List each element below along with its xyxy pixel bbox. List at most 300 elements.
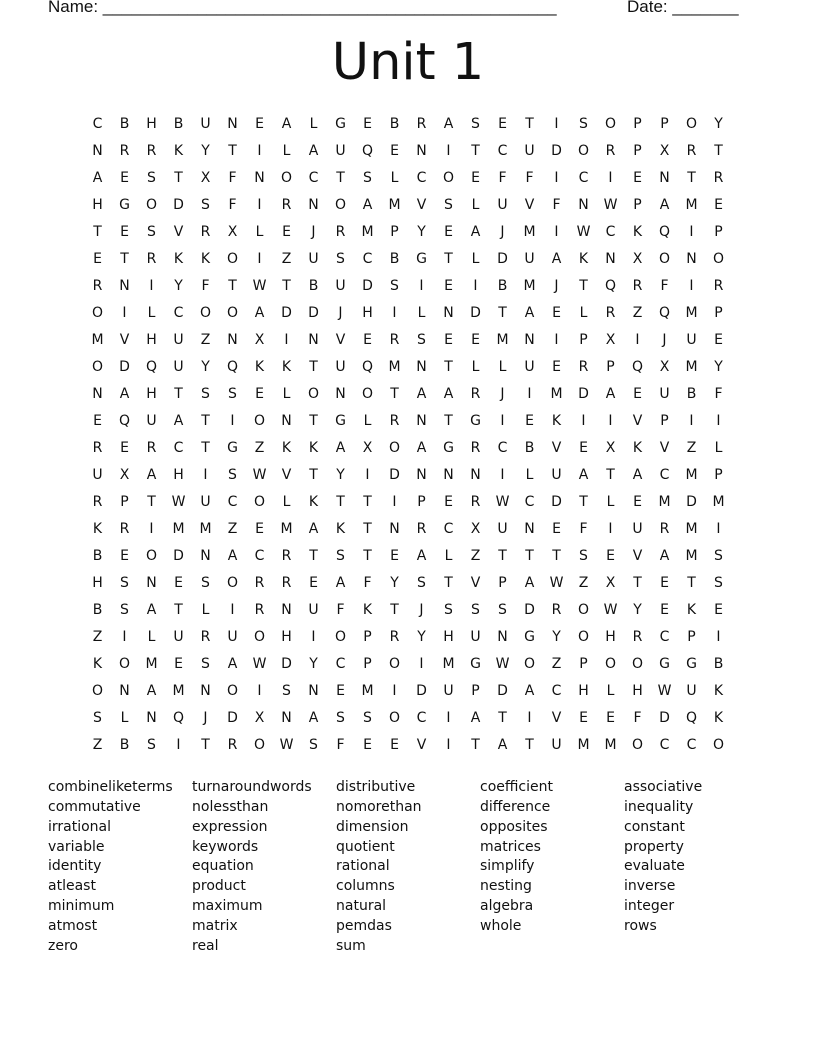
- grid-letter: R: [254, 602, 265, 618]
- grid-letter: P: [363, 656, 372, 672]
- grid-letter: L: [309, 116, 318, 132]
- grid-letter: R: [713, 278, 724, 294]
- grid-letter: T: [390, 602, 399, 618]
- grid-letter: A: [335, 575, 346, 591]
- grid-letter: R: [632, 278, 643, 294]
- grid-letter: C: [497, 143, 508, 159]
- grid-letter: D: [524, 602, 535, 618]
- grid-letter: V: [632, 413, 643, 429]
- grid-letter: Z: [92, 737, 103, 753]
- grid-letter: A: [308, 710, 319, 726]
- grid-letter: H: [281, 629, 292, 645]
- grid-letter: N: [308, 197, 319, 213]
- grid-letter: I: [230, 602, 235, 618]
- grid-letter: L: [363, 413, 372, 429]
- grid-letter: Y: [552, 629, 561, 645]
- word-bank-item: minimum: [48, 898, 115, 915]
- grid-letter: E: [444, 224, 453, 240]
- grid-letter: C: [443, 521, 454, 537]
- grid-letter: L: [498, 359, 507, 375]
- grid-letter: E: [552, 521, 561, 537]
- grid-letter: R: [146, 440, 157, 456]
- grid-letter: C: [92, 116, 103, 132]
- grid-letter: Y: [201, 359, 210, 375]
- grid-letter: L: [390, 170, 399, 186]
- grid-letter: L: [471, 251, 480, 267]
- grid-letter: R: [200, 224, 211, 240]
- grid-letter: E: [309, 575, 318, 591]
- grid-letter: J: [419, 602, 424, 618]
- grid-letter: I: [716, 521, 721, 537]
- grid-letter: P: [363, 629, 372, 645]
- grid-letter: X: [605, 575, 616, 591]
- grid-letter: E: [282, 224, 291, 240]
- grid-letter: F: [660, 278, 669, 294]
- grid-letter: N: [308, 683, 319, 699]
- grid-letter: N: [416, 143, 427, 159]
- word-bank-item: variable: [48, 838, 105, 855]
- grid-letter: K: [200, 251, 211, 267]
- grid-letter: F: [714, 386, 723, 402]
- grid-letter: S: [120, 575, 129, 591]
- grid-letter: T: [444, 575, 453, 591]
- grid-letter: R: [551, 602, 562, 618]
- grid-letter: U: [470, 629, 481, 645]
- date-field-line: Date: _______: [627, 0, 739, 16]
- grid-letter: C: [578, 170, 589, 186]
- grid-letter: O: [577, 629, 590, 645]
- grid-letter: E: [174, 656, 183, 672]
- grid-letter: A: [281, 116, 292, 132]
- grid-letter: Z: [632, 305, 643, 321]
- grid-letter: U: [173, 332, 184, 348]
- grid-letter: E: [471, 170, 480, 186]
- grid-letter: I: [554, 116, 559, 132]
- grid-letter: G: [119, 197, 130, 213]
- grid-row: [84, 138, 732, 165]
- grid-letter: D: [686, 494, 697, 510]
- grid-letter: E: [93, 251, 102, 267]
- grid-row: [84, 678, 732, 705]
- grid-letter: P: [714, 467, 723, 483]
- grid-letter: M: [658, 494, 671, 510]
- grid-letter: P: [714, 305, 723, 321]
- grid-letter: S: [363, 710, 372, 726]
- word-bank-item: coefficient: [480, 779, 553, 795]
- grid-letter: S: [336, 548, 345, 564]
- grid-letter: T: [444, 251, 453, 267]
- grid-letter: I: [203, 467, 208, 483]
- grid-letter: T: [444, 413, 453, 429]
- word-bank-item: property: [624, 838, 684, 855]
- grid-letter: N: [281, 710, 292, 726]
- grid-letter: B: [389, 251, 400, 267]
- grid-letter: G: [335, 413, 346, 429]
- grid-letter: J: [500, 386, 505, 402]
- grid-letter: U: [551, 737, 562, 753]
- grid-letter: T: [282, 278, 291, 294]
- grid-letter: N: [416, 467, 427, 483]
- grid-letter: I: [257, 197, 262, 213]
- grid-letter: E: [660, 575, 669, 591]
- grid-letter: X: [227, 224, 238, 240]
- grid-letter: W: [603, 197, 618, 213]
- word-bank-item: keywords: [192, 838, 259, 855]
- grid-letter: I: [608, 413, 613, 429]
- grid-letter: O: [226, 305, 239, 321]
- word-bank-item: nolessthan: [192, 798, 269, 815]
- grid-letter: M: [199, 521, 212, 537]
- grid-letter: O: [388, 710, 401, 726]
- grid-letter: A: [227, 656, 238, 672]
- grid-letter: C: [362, 251, 373, 267]
- grid-letter: M: [172, 683, 185, 699]
- grid-letter: T: [201, 413, 210, 429]
- grid-letter: B: [713, 656, 724, 672]
- grid-letter: O: [253, 413, 266, 429]
- grid-row: [84, 597, 732, 624]
- word-bank-item: matrix: [192, 917, 238, 934]
- grid-letter: E: [552, 305, 561, 321]
- word-bank-item: sum: [336, 937, 366, 954]
- grid-letter: R: [389, 413, 400, 429]
- grid-row: [84, 570, 732, 597]
- grid-letter: M: [712, 494, 725, 510]
- grid-letter: A: [146, 467, 157, 483]
- grid-letter: N: [659, 170, 670, 186]
- grid-letter: R: [632, 629, 643, 645]
- grid-letter: X: [200, 170, 211, 186]
- grid-letter: S: [444, 602, 453, 618]
- grid-letter: P: [579, 332, 588, 348]
- grid-letter: E: [444, 332, 453, 348]
- grid-letter: P: [390, 224, 399, 240]
- grid-letter: B: [389, 116, 400, 132]
- grid-letter: D: [119, 359, 130, 375]
- grid-letter: R: [686, 143, 697, 159]
- grid-letter: D: [173, 197, 184, 213]
- grid-letter: L: [579, 305, 588, 321]
- grid-letter: O: [91, 683, 104, 699]
- grid-letter: P: [660, 413, 669, 429]
- grid-letter: W: [549, 575, 564, 591]
- grid-letter: P: [471, 683, 480, 699]
- grid-letter: U: [335, 278, 346, 294]
- grid-letter: Q: [658, 224, 671, 240]
- grid-letter: C: [416, 170, 427, 186]
- grid-letter: T: [309, 359, 318, 375]
- grid-letter: Y: [309, 656, 318, 672]
- word-bank-item: irrational: [48, 818, 112, 835]
- grid-letter: V: [470, 575, 481, 591]
- grid-letter: U: [524, 251, 535, 267]
- word-bank-item: algebra: [480, 898, 534, 915]
- grid-letter: U: [524, 143, 535, 159]
- word-column: [480, 778, 624, 937]
- word-column: [48, 778, 192, 957]
- grid-letter: O: [91, 305, 104, 321]
- grid-letter: C: [335, 656, 346, 672]
- word-bank-item: associative: [624, 779, 703, 795]
- grid-letter: I: [716, 413, 721, 429]
- grid-letter: S: [201, 575, 210, 591]
- word-column: [624, 778, 768, 937]
- grid-letter: A: [443, 116, 454, 132]
- grid-letter: C: [308, 170, 319, 186]
- grid-row: [84, 435, 732, 462]
- grid-letter: T: [579, 494, 588, 510]
- word-bank-item: inequality: [624, 798, 694, 815]
- grid-letter: C: [254, 548, 265, 564]
- grid-letter: P: [417, 494, 426, 510]
- grid-letter: C: [659, 737, 670, 753]
- grid-letter: L: [147, 305, 156, 321]
- grid-letter: Q: [172, 710, 185, 726]
- grid-letter: T: [174, 170, 183, 186]
- word-bank-item: combineliketerms: [48, 779, 173, 795]
- word-bank-item: distributive: [336, 779, 416, 795]
- grid-letter: D: [551, 494, 562, 510]
- grid-letter: N: [443, 467, 454, 483]
- grid-letter: R: [470, 386, 481, 402]
- grid-row: [84, 192, 732, 219]
- grid-row: [84, 300, 732, 327]
- grid-letter: D: [281, 305, 292, 321]
- word-bank-item: matrices: [480, 838, 541, 855]
- grid-letter: Z: [551, 656, 562, 672]
- grid-letter: W: [603, 602, 618, 618]
- grid-letter: F: [201, 278, 210, 294]
- grid-letter: R: [119, 143, 130, 159]
- grid-letter: I: [176, 737, 181, 753]
- grid-letter: E: [552, 359, 561, 375]
- grid-letter: K: [92, 521, 103, 537]
- grid-letter: V: [416, 197, 427, 213]
- grid-letter: X: [605, 440, 616, 456]
- grid-letter: U: [443, 683, 454, 699]
- grid-letter: T: [579, 278, 588, 294]
- grid-letter: P: [660, 116, 669, 132]
- word-bank-item: difference: [480, 798, 551, 815]
- grid-letter: T: [228, 143, 237, 159]
- grid-letter: D: [578, 386, 589, 402]
- grid-letter: A: [308, 143, 319, 159]
- grid-letter: D: [470, 305, 481, 321]
- grid-letter: T: [714, 143, 723, 159]
- grid-letter: T: [525, 737, 534, 753]
- grid-letter: I: [689, 413, 694, 429]
- grid-letter: Z: [200, 332, 211, 348]
- grid-letter: M: [685, 359, 698, 375]
- grid-letter: G: [335, 116, 346, 132]
- grid-letter: J: [554, 278, 559, 294]
- grid-letter: T: [228, 278, 237, 294]
- grid-letter: B: [308, 278, 319, 294]
- grid-letter: N: [443, 305, 454, 321]
- grid-letter: E: [255, 116, 264, 132]
- grid-letter: S: [498, 602, 507, 618]
- worksheet-header: [48, 0, 740, 21]
- grid-letter: K: [362, 602, 373, 618]
- grid-letter: A: [146, 602, 157, 618]
- grid-letter: O: [226, 575, 239, 591]
- grid-letter: U: [335, 359, 346, 375]
- grid-letter: I: [716, 629, 721, 645]
- grid-letter: T: [633, 575, 642, 591]
- grid-letter: D: [659, 710, 670, 726]
- grid-letter: A: [173, 413, 184, 429]
- grid-letter: K: [308, 440, 319, 456]
- grid-row: [84, 246, 732, 273]
- grid-letter: E: [579, 440, 588, 456]
- grid-letter: E: [120, 440, 129, 456]
- grid-letter: O: [334, 197, 347, 213]
- grid-letter: Z: [686, 440, 697, 456]
- grid-letter: U: [686, 332, 697, 348]
- grid-letter: B: [686, 386, 697, 402]
- grid-letter: V: [416, 737, 427, 753]
- grid-letter: A: [605, 386, 616, 402]
- grid-letter: K: [578, 251, 589, 267]
- grid-letter: C: [605, 224, 616, 240]
- grid-letter: R: [470, 440, 481, 456]
- grid-letter: U: [308, 602, 319, 618]
- grid-letter: O: [631, 737, 644, 753]
- grid-letter: E: [120, 224, 129, 240]
- grid-letter: M: [577, 737, 590, 753]
- grid-letter: T: [552, 548, 561, 564]
- grid-letter: B: [119, 116, 130, 132]
- grid-letter: E: [714, 332, 723, 348]
- grid-letter: N: [524, 332, 535, 348]
- grid-letter: V: [335, 332, 346, 348]
- grid-letter: T: [471, 737, 480, 753]
- word-bank-item: atmost: [48, 917, 98, 934]
- grid-letter: S: [201, 386, 210, 402]
- grid-letter: G: [659, 656, 670, 672]
- grid-letter: T: [336, 170, 345, 186]
- grid-letter: X: [659, 359, 670, 375]
- name-field-line: Name: ________________________________________________: [48, 0, 557, 16]
- grid-letter: I: [500, 467, 505, 483]
- grid-letter: H: [578, 683, 589, 699]
- word-bank-item: nesting: [480, 878, 532, 895]
- grid-letter: O: [145, 197, 158, 213]
- grid-letter: Z: [254, 440, 265, 456]
- grid-letter: U: [308, 251, 319, 267]
- grid-letter: F: [498, 170, 507, 186]
- grid-letter: O: [253, 494, 266, 510]
- grid-letter: P: [633, 116, 642, 132]
- grid-letter: S: [579, 548, 588, 564]
- grid-letter: T: [525, 548, 534, 564]
- grid-letter: J: [500, 224, 505, 240]
- grid-letter: S: [336, 251, 345, 267]
- grid-letter: Y: [714, 359, 723, 375]
- grid-letter: I: [689, 278, 694, 294]
- grid-letter: N: [119, 683, 130, 699]
- grid-letter: U: [227, 629, 238, 645]
- grid-letter: E: [579, 710, 588, 726]
- grid-letter: N: [227, 116, 238, 132]
- grid-letter: A: [416, 440, 427, 456]
- grid-letter: M: [388, 359, 401, 375]
- grid-letter: U: [632, 521, 643, 537]
- grid-letter: I: [392, 494, 397, 510]
- grid-letter: O: [604, 116, 617, 132]
- grid-letter: T: [525, 116, 534, 132]
- grid-letter: T: [309, 548, 318, 564]
- grid-letter: H: [173, 467, 184, 483]
- grid-letter: L: [282, 143, 291, 159]
- grid-letter: A: [254, 305, 265, 321]
- grid-letter: O: [388, 656, 401, 672]
- grid-letter: R: [146, 251, 157, 267]
- grid-letter: I: [257, 143, 262, 159]
- grid-letter: T: [390, 386, 399, 402]
- grid-letter: C: [659, 629, 670, 645]
- grid-letter: O: [226, 683, 239, 699]
- grid-letter: N: [200, 548, 211, 564]
- grid-letter: M: [685, 548, 698, 564]
- grid-letter: M: [604, 737, 617, 753]
- grid-letter: X: [362, 440, 373, 456]
- word-bank-item: pemdas: [336, 917, 392, 934]
- grid-letter: I: [392, 305, 397, 321]
- grid-letter: T: [363, 548, 372, 564]
- grid-letter: I: [149, 521, 154, 537]
- grid-letter: C: [173, 440, 184, 456]
- grid-letter: S: [201, 197, 210, 213]
- grid-letter: R: [389, 629, 400, 645]
- grid-letter: O: [577, 602, 590, 618]
- grid-letter: S: [417, 575, 426, 591]
- grid-letter: N: [281, 413, 292, 429]
- word-bank-item: rows: [624, 917, 657, 934]
- grid-letter: U: [173, 359, 184, 375]
- grid-letter: A: [659, 197, 670, 213]
- grid-letter: V: [551, 440, 562, 456]
- word-bank-item: atleast: [48, 878, 96, 895]
- grid-letter: N: [308, 332, 319, 348]
- grid-letter: N: [416, 359, 427, 375]
- grid-row: [84, 624, 732, 651]
- grid-letter: Z: [470, 548, 481, 564]
- grid-letter: J: [662, 332, 667, 348]
- grid-letter: N: [578, 197, 589, 213]
- grid-letter: E: [363, 116, 372, 132]
- grid-letter: Q: [118, 413, 131, 429]
- grid-letter: W: [495, 494, 510, 510]
- grid-letter: S: [363, 170, 372, 186]
- grid-letter: T: [471, 143, 480, 159]
- grid-letter: I: [419, 656, 424, 672]
- grid-letter: J: [203, 710, 208, 726]
- grid-letter: N: [227, 332, 238, 348]
- word-bank-item: natural: [336, 898, 387, 915]
- grid-letter: R: [146, 143, 157, 159]
- grid-letter: I: [257, 251, 262, 267]
- grid-letter: L: [255, 224, 264, 240]
- grid-letter: I: [635, 332, 640, 348]
- grid-letter: L: [201, 602, 210, 618]
- grid-letter: L: [525, 467, 534, 483]
- grid-letter: T: [120, 251, 129, 267]
- grid-letter: Y: [417, 629, 426, 645]
- grid-letter: K: [254, 359, 265, 375]
- grid-letter: X: [119, 467, 130, 483]
- grid-letter: O: [631, 656, 644, 672]
